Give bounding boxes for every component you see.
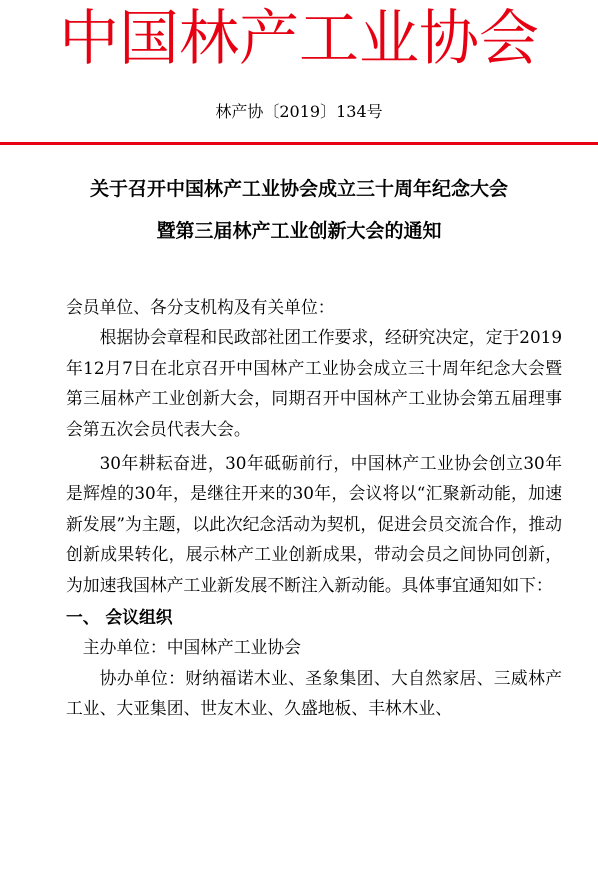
document-title-line-2: 暨第三届林产工业创新大会的通知 <box>156 220 442 242</box>
co-host-organizations: 协办单位：财纳福诺木业、圣象集团、大自然家居、三威林产工业、大亚集团、世友木业、久盛地板、丰林木业、 <box>66 667 562 719</box>
host-organization: 主办单位：中国林产工业协会 <box>82 637 301 658</box>
document-number: 林产协〔2019〕134号 <box>215 102 383 121</box>
red-divider-line <box>0 142 598 145</box>
section-heading-organization: 一、 会议组织 <box>66 607 173 628</box>
document-body <box>66 292 562 724</box>
document-title-line-1: 关于召开中国林产工业协会成立三十周年纪念大会 <box>89 178 508 200</box>
org-name-header: 中国林产工业协会 <box>59 4 539 74</box>
paragraph-meeting-decision: 根据协会章程和民政部社团工作要求，经研究决定，定于2019年12月7日在北京召开中国林产工业协会成立三十周年纪念大会暨第三届林产工业创新大会，同期召开中国林产工业协会第五届理事会第五次会员代表大会。 <box>66 327 562 439</box>
salutation: 会员单位、各分支机构及有关单位： <box>66 297 335 317</box>
paragraph-theme: 30年耕耘奋进，30年砥砺前行，中国林产工业协会创立30年是辉煌的30年，是继往开来的30年，会议将以“汇聚新动能，加速新发展”为主题，以此次纪念活动为契机，促进会员交流合作，推动创新成果转化，展示林产工业创新成果，带动会员之间协同创新，为加速我国林产工业新发展不断注入新动能。具体事宜通知如下： <box>66 453 562 595</box>
